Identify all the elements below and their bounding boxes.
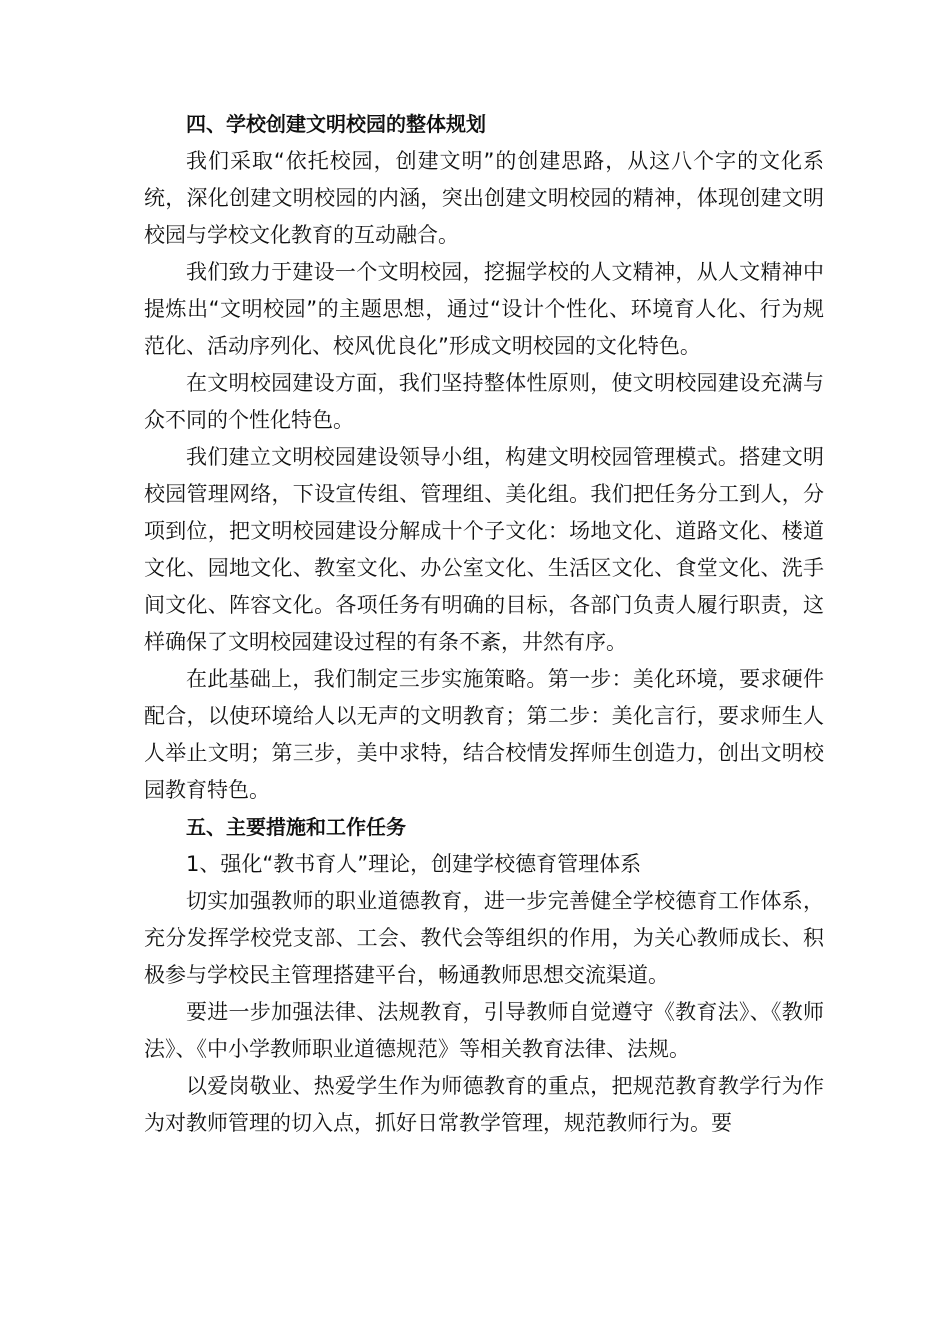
section-5-subheading: 1、强化“教书育人”理论，创建学校德育管理体系 (186, 852, 642, 876)
section-4-paragraph-1: 我们采取“依托校园，创建文明”的创建思路，从这八个字的文化系统，深化创建文明校园的内涵，突出创建文明校园的精神，体现创建文明校园与学校文化教育的互动融合。 (144, 149, 824, 247)
section-4-heading: 四、学校创建文明校园的整体规划 (186, 112, 486, 136)
section-4-paragraph-5: 在此基础上，我们制定三步实施策略。第一步：美化环境，要求硬件配合，以使环境给人以无声的文明教育；第二步：美化言行，要求师生人人举止文明；第三步，美中求特，结合校情发挥师生创造力，创出文明校园教育特色。 (144, 667, 824, 802)
document-page (144, 106, 824, 1142)
section-5-paragraph-3: 以爱岗敬业、热爱学生作为师德教育的重点，把规范教育教学行为作为对教师管理的切入点，抓好日常教学管理，规范教师行为。要 (144, 1074, 824, 1135)
section-5-paragraph-2: 要进一步加强法律、法规教育，引导教师自觉遵守《教育法》、《教师法》、《中小学教师职业道德规范》等相关教育法律、法规。 (144, 1000, 824, 1061)
section-4-paragraph-3: 在文明校园建设方面，我们坚持整体性原则，使文明校园建设充满与众不同的个性化特色。 (144, 371, 824, 432)
section-5-paragraph-1: 切实加强教师的职业道德教育，进一步完善健全学校德育工作体系，充分发挥学校党支部、工会、教代会等组织的作用，为关心教师成长、积极参与学校民主管理搭建平台，畅通教师思想交流渠道。 (144, 889, 824, 987)
section-4-paragraph-4: 我们建立文明校园建设领导小组，构建文明校园管理模式。搭建文明校园管理网络，下设宣传组、管理组、美化组。我们把任务分工到人，分项到位，把文明校园建设分解成十个子文化：场地文化、道路文化、楼道文化、园地文化、教室文化、办公室文化、生活区文化、食堂文化、洗手间文化、阵容文化。各项任务有明确的目标，各部门负责人履行职责，这样确保了文明校园建设过程的有条不紊，井然有序。 (144, 445, 824, 654)
section-4-paragraph-2: 我们致力于建设一个文明校园，挖掘学校的人文精神，从人文精神中提炼出“文明校园”的主题思想，通过“设计个性化、环境育人化、行为规范化、活动序列化、校风优良化”形成文明校园的文化特色。 (144, 260, 824, 358)
section-5-heading: 五、主要措施和工作任务 (186, 815, 406, 839)
